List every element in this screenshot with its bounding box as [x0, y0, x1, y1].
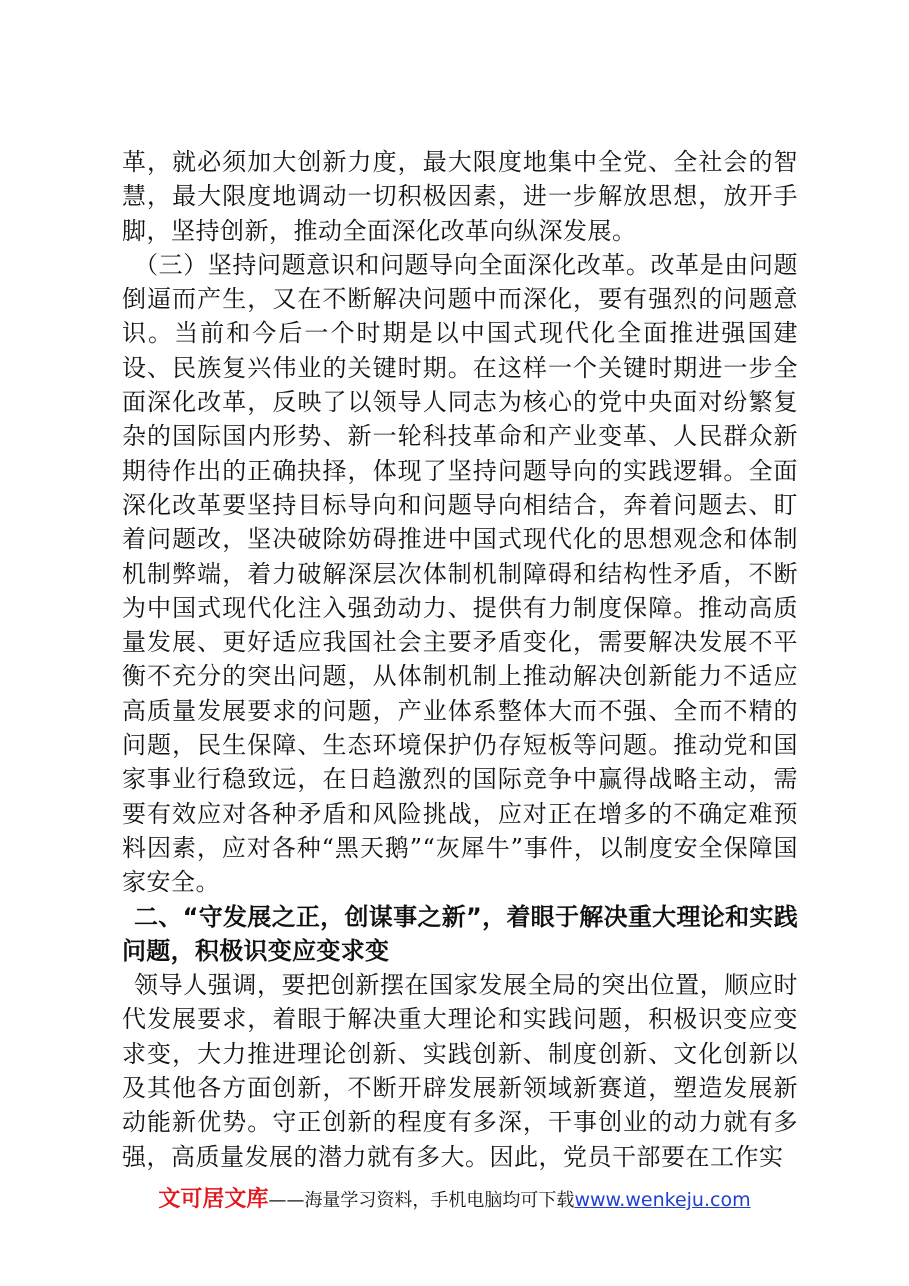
brand-name: 文可居文库	[158, 1187, 269, 1212]
document-body	[122, 145, 798, 1174]
footer-banner	[0, 1182, 909, 1213]
website-link[interactable]: www.wenkeju.com	[574, 1189, 751, 1211]
paragraph-problem-orientation: （三）坚持问题意识和问题导向全面深化改革。改革是由问题倒逼而产生，又在不断解决问题中而深化，要有强烈的问题意识。当前和今后一个时期是以中国式现代化全面推进强国建设、民族复兴伟业的关键时期。在这样一个关键时期进一步全面深化改革，反映了以领导人同志为核心的党中央面对纷繁复杂的国际国内形势、新一轮科技革命和产业变革、人民群众新期待作出的正确抉择，体现了坚持问题导向的实践逻辑。全面深化改革要坚持目标导向和问题导向相结合，奔着问题去、盯着问题改，坚决破除妨碍推进中国式现代化的思想观念和体制机制弊端，着力破解深层次体制机制障碍和结构性矛盾，不断为中国式现代化注入强劲动力、提供有力制度保障。推动高质量发展、更好适应我国社会主要矛盾变化，需要解决发展不平衡不充分的突出问题，从体制机制上推动解决创新能力不适应高质量发展要求的问题，产业体系整体大而不强、全而不精的问题，民生保障、生态环境保护仍存短板等问题。推动党和国家事业行稳致远，在日趋激烈的国际竞争中赢得战略主动，需要有效应对各种矛盾和风险挑战，应对正在增多的不确定难预料因素，应对各种“黑天鹅”“灰犀牛”事件，以制度安全保障国家安全。	[122, 250, 798, 897]
paragraph-continuation: 革，就必须加大创新力度，最大限度地集中全党、全社会的智慧，最大限度地调动一切积极因素，进一步解放思想，放开手脚，坚持创新，推动全面深化改革向纵深发展。	[122, 148, 798, 245]
section-heading: 二、“守发展之正，创谋事之新”，着眼于解决重大理论和实践问题，积极识变应变求变	[122, 902, 798, 965]
paragraph-innovation: 领导人强调，要把创新摆在国家发展全局的突出位置，顺应时代发展要求，着眼于解决重大理论和实践问题，积极识变应变求变，大力推进理论创新、实践创新、制度创新、文化创新以及其他各方面创新，不断开辟发展新领域新赛道，塑造发展新动能新优势。守正创新的程度有多深，干事创业的动力就有多强，高质量发展的潜力就有多大。因此，党员干部要在工作实	[122, 971, 798, 1171]
footer-tagline: ——海量学习资料，手机电脑均可下载	[268, 1190, 575, 1211]
